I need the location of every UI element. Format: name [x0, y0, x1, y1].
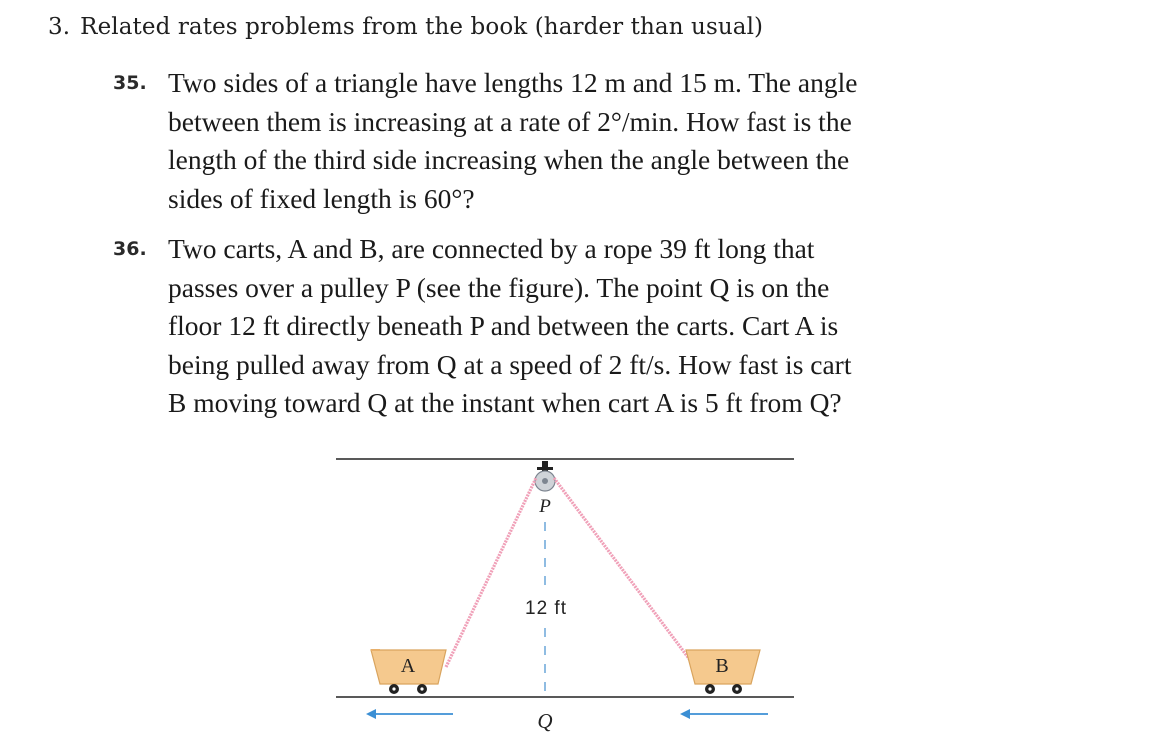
problem-text-line: passes over a pulley P (see the figure). The point Q is on the	[168, 271, 830, 303]
problem-text-line: B moving toward Q at the instant when cart A is 5 ft from Q?	[168, 387, 842, 418]
problem-number: 35.	[113, 72, 147, 94]
problem-text-line: sides of fixed length is 60°?	[168, 182, 475, 214]
problem-number: 36.	[113, 238, 147, 260]
problem-text-line: Two carts, A and B, are connected by a rope 39 ft long that	[168, 233, 815, 264]
cart-b-label: B	[715, 655, 729, 677]
cart-a-label: A	[400, 655, 416, 677]
problem-text-line: floor 12 ft directly beneath P and between the carts. Cart A is	[168, 310, 839, 341]
problem-text-line: being pulled away from Q at a speed of 2 ft/s. How fast is cart	[168, 348, 852, 380]
problem-text-line: Two sides of a triangle have lengths 12 m and 15 m. The angle	[168, 67, 858, 98]
pulley-icon	[535, 461, 555, 491]
arrow-left-icon	[680, 709, 768, 719]
problem-text-line: between them is increasing at a rate of 2°/min. How fast is the	[168, 105, 852, 137]
height-label: 12 ft	[525, 598, 567, 619]
section-title: Related rates problems from the book (harder than usual)	[80, 14, 764, 40]
arrow-left-icon	[366, 709, 453, 719]
cart-a	[371, 650, 446, 694]
cart-b	[686, 650, 760, 694]
pulley-label: P	[539, 496, 551, 517]
rope	[446, 478, 690, 667]
section-number: 3.	[48, 14, 71, 40]
floor-point-label: Q	[537, 709, 553, 733]
problem-text-line: length of the third side increasing when the angle between the	[168, 144, 850, 175]
